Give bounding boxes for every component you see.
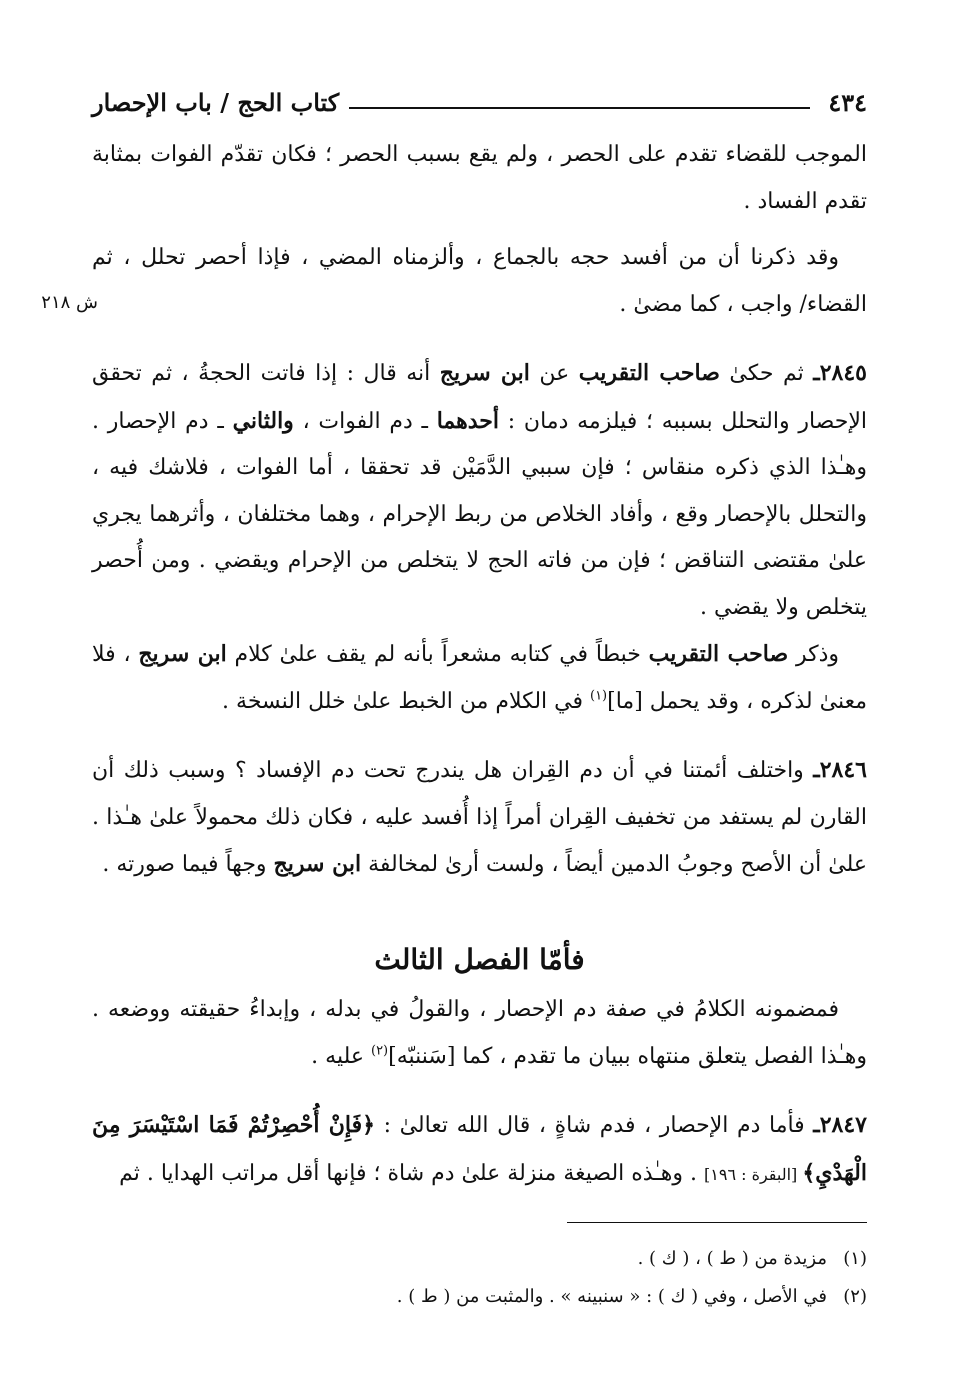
paragraph-2847 — [92, 1102, 867, 1198]
footnote-ref-1: (١) — [589, 688, 608, 704]
bold-name: ابن سريج — [273, 851, 362, 877]
text-run: ـ دم الإحصار . وهـٰذا الذي ذكره منقاس ؛ فإن سببي الدَّمَيْن قد تحققا ، أما الفوات ، فلاشك فيه ، والتحلل بالإحصار وقع ، وأفاد الخلاص من ربط الإحرام ، وهما مختلفان ، وأثرهما يجري علىٰ مقتضى التناقض ؛ فإن من فاته الحج لا يتخلص من الإحرام ويقضي . ومن أُحصر يتخلص ولا يقضي . — [92, 408, 867, 620]
main-text — [92, 132, 867, 1198]
bold-name: ابن سريج — [138, 641, 227, 667]
text-run: عن — [529, 361, 579, 386]
bold-term: والثاني — [232, 407, 294, 434]
text-run: فمضمونه الكلامُ في صفة دم الإحصار ، والقولُ في بدله ، وإبداءُ حقيقته ووضعه . وهـٰذا الفصل يتعلق منتهاه ببيان ما تقدم ، كما [سَننبّه] — [92, 997, 867, 1069]
text-run: ثم حكىٰ — [719, 361, 814, 386]
bold-name: ابن سريج — [439, 360, 530, 386]
footnote-2 — [92, 1278, 867, 1316]
text-run: وجهاً فيما صورته . — [102, 852, 274, 877]
page-number: ٤٣٤ — [828, 87, 867, 117]
manuscript-folio-note: ش ٢١٨ — [41, 292, 98, 313]
paragraph-4 — [92, 631, 867, 725]
footnote-1 — [92, 1240, 867, 1278]
text-run: أنه قال : إذا فاتت الحجةُ ، ثم تحقق الإحصار والتحلل بسببه ؛ فيلزمه دمان : — [92, 361, 868, 434]
paragraph-6 — [92, 987, 867, 1080]
footnote-rule — [567, 1222, 867, 1223]
running-title: كتاب الحج / باب الإحصار — [92, 87, 340, 117]
bold-name: صاحب التقريب — [648, 641, 789, 667]
running-header — [92, 80, 867, 124]
footnote-text: مزيدة من ( ط ) ، ( ك ) . — [637, 1248, 827, 1269]
text-run: . وهـٰذه الصيغة منزلة علىٰ دم شاة ؛ فإنها أقل مراتب الهدايا . ثم — [119, 1160, 704, 1186]
text-run: ـ دم الفوات ، — [293, 408, 437, 434]
footnote-number: (٢) — [843, 1286, 867, 1307]
issue-number: ٢٨٤٦ـ — [813, 757, 867, 783]
text-run: خبطاً في كتابه مشعراً بأنه لم يقف علىٰ كلام — [226, 642, 649, 667]
bold-term: أحدهما — [436, 407, 499, 434]
text-run: ، فلا معنىٰ لذكره ، وقد يحمل [ما] — [92, 642, 867, 714]
header-rule — [349, 107, 810, 109]
text-run: فأما دم الإحصار ، فدم شاةٍ ، قال الله تعالىٰ : — [375, 1113, 814, 1138]
text-run: واختلف أئمتنا في أن دم القِران هل يندرج تحت دم الإفساد ؟ وسبب ذلك أن القارن لم يستفد من تخفيف القِران أمراً إذا أُفسد عليه ، فكان ذلك محمولاً علىٰ هـٰذا . علىٰ أن الأصح وجوبُ الدمين أيضاً ، ولست أرىٰ لمخالفة — [92, 758, 867, 877]
text-run: في الكلام من الخبط علىٰ خلل النسخة . — [222, 688, 590, 714]
issue-number: ٢٨٤٥ـ — [813, 360, 867, 386]
paragraph-2: وقد ذكرنا أن من أفسد حجه بالجماع ، وألزمناه المضي ، فإذا أحصر تحلل ، ثم القضاء/ واجب ، كما مضىٰ . — [92, 245, 867, 317]
footnote-text: في الأصل ، وفي ( ك ) : « سنبينه » . والمثبت من ( ط ) . — [396, 1286, 827, 1307]
paragraph-1: الموجب للقضاء تقدم على الحصر ، ولم يقع بسبب الحصر ؛ فكان تقدّم الفوات بمثابة تقدم الفساد . — [92, 142, 867, 214]
footnote-ref-2: (٢) — [370, 1043, 389, 1059]
footnote-number: (١) — [843, 1248, 867, 1269]
verse-reference: [البقرة : ١٩٦] — [704, 1164, 803, 1184]
bold-name: صاحب التقريب — [578, 360, 720, 386]
footnotes — [92, 1240, 867, 1316]
paragraph-2846 — [92, 747, 867, 889]
section-title: فأمّا الفصل الثالث — [374, 942, 585, 976]
issue-number: ٢٨٤٧ـ — [813, 1112, 867, 1138]
text-run: عليه . — [311, 1043, 371, 1069]
quran-verse: ﴿فَإِنْ أُحْصِرْتُمْ فَمَا اسْتَيْسَرَ مِنَ الْهَدْيِ﴾ — [92, 1112, 867, 1186]
paragraph-2845 — [92, 350, 867, 631]
text-run: وذكر — [788, 642, 839, 667]
